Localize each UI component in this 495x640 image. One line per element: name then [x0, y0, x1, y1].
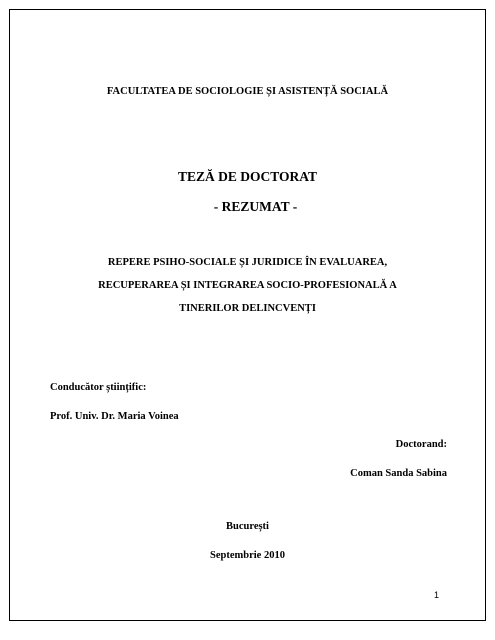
thesis-title-line-1: REPERE PSIHO-SOCIALE ȘI JURIDICE ÎN EVALUAREA, — [107, 257, 388, 268]
supervisor-name: Prof. Univ. Dr. Maria Voinea — [50, 411, 179, 422]
thesis-title-line-2: RECUPERAREA ȘI INTEGRAREA SOCIO-PROFESIONALĂ A — [98, 280, 397, 291]
candidate-label: Doctorand: — [395, 439, 447, 450]
page-number: 1 — [433, 590, 439, 600]
date: Septembrie 2010 — [210, 550, 285, 561]
summary-label: - REZUMAT - — [213, 199, 298, 214]
candidate-name: Coman Sanda Sabina — [350, 468, 447, 479]
city: București — [226, 521, 269, 532]
thesis-type: TEZĂ DE DOCTORAT — [177, 169, 318, 184]
thesis-title-line-3: TINERILOR DELINCVENȚI — [179, 303, 316, 314]
faculty-name: FACULTATEA DE SOCIOLOGIE ȘI ASISTENȚĂ SOCIALĂ — [106, 86, 389, 97]
supervisor-label: Conducător științific: — [50, 382, 147, 393]
